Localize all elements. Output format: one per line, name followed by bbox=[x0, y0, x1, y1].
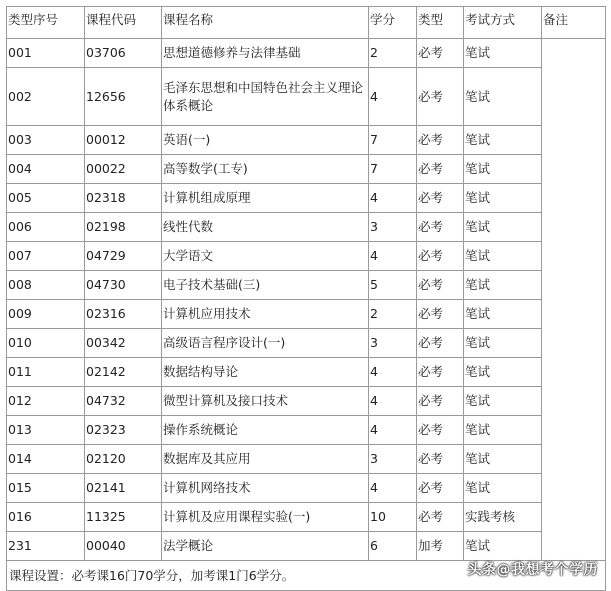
type-no-cell: 012 bbox=[7, 387, 85, 416]
header-cell-exam-method: 考试方式 bbox=[464, 7, 542, 39]
table-row bbox=[7, 126, 606, 155]
table-row bbox=[7, 474, 606, 503]
exam-method-cell: 笔试 bbox=[464, 242, 542, 271]
course-code-cell: 04732 bbox=[85, 387, 162, 416]
remarks-cell bbox=[542, 39, 606, 561]
course-code-cell: 11325 bbox=[85, 503, 162, 532]
type-cell: 必考 bbox=[417, 242, 464, 271]
type-cell: 必考 bbox=[417, 213, 464, 242]
type-cell: 必考 bbox=[417, 184, 464, 213]
exam-method-cell: 笔试 bbox=[464, 358, 542, 387]
table-row bbox=[7, 68, 606, 126]
credits-cell: 3 bbox=[369, 445, 417, 474]
type-no-cell: 002 bbox=[7, 68, 85, 126]
exam-method-cell: 笔试 bbox=[464, 213, 542, 242]
credits-cell: 4 bbox=[369, 416, 417, 445]
course-name-cell: 计算机应用技术 bbox=[162, 300, 369, 329]
table-row bbox=[7, 242, 606, 271]
course-code-cell: 04729 bbox=[85, 242, 162, 271]
type-cell: 必考 bbox=[417, 503, 464, 532]
type-no-cell: 010 bbox=[7, 329, 85, 358]
table-row bbox=[7, 329, 606, 358]
exam-method-cell: 笔试 bbox=[464, 329, 542, 358]
course-name-cell: 微型计算机及接口技术 bbox=[162, 387, 369, 416]
type-cell: 必考 bbox=[417, 271, 464, 300]
header-cell-course-code: 课程代码 bbox=[85, 7, 162, 39]
type-cell: 加考 bbox=[417, 532, 464, 561]
course-name-cell: 英语(一) bbox=[162, 126, 369, 155]
course-code-cell: 12656 bbox=[85, 68, 162, 126]
exam-method-cell: 笔试 bbox=[464, 445, 542, 474]
exam-method-cell: 笔试 bbox=[464, 532, 542, 561]
table-row bbox=[7, 532, 606, 561]
header-cell-type: 类型 bbox=[417, 7, 464, 39]
table-row bbox=[7, 271, 606, 300]
course-code-cell: 03706 bbox=[85, 39, 162, 68]
course-name-cell: 计算机及应用课程实验(一) bbox=[162, 503, 369, 532]
course-code-cell: 02141 bbox=[85, 474, 162, 503]
credits-cell: 2 bbox=[369, 300, 417, 329]
exam-method-cell: 笔试 bbox=[464, 474, 542, 503]
type-cell: 必考 bbox=[417, 155, 464, 184]
type-no-cell: 004 bbox=[7, 155, 85, 184]
credits-cell: 6 bbox=[369, 532, 417, 561]
type-cell: 必考 bbox=[417, 445, 464, 474]
course-code-cell: 02142 bbox=[85, 358, 162, 387]
course-name-cell: 高级语言程序设计(一) bbox=[162, 329, 369, 358]
exam-method-cell: 笔试 bbox=[464, 155, 542, 184]
type-no-cell: 008 bbox=[7, 271, 85, 300]
type-no-cell: 015 bbox=[7, 474, 85, 503]
type-cell: 必考 bbox=[417, 358, 464, 387]
course-name-cell: 数据结构导论 bbox=[162, 358, 369, 387]
credits-cell: 4 bbox=[369, 387, 417, 416]
type-no-cell: 011 bbox=[7, 358, 85, 387]
course-name-cell: 数据库及其应用 bbox=[162, 445, 369, 474]
credits-cell: 4 bbox=[369, 68, 417, 126]
course-code-cell: 02316 bbox=[85, 300, 162, 329]
course-name-cell: 电子技术基础(三) bbox=[162, 271, 369, 300]
credits-cell: 7 bbox=[369, 126, 417, 155]
course-code-cell: 02120 bbox=[85, 445, 162, 474]
exam-method-cell: 笔试 bbox=[464, 39, 542, 68]
credits-cell: 4 bbox=[369, 242, 417, 271]
type-no-cell: 007 bbox=[7, 242, 85, 271]
course-name-cell: 毛泽东思想和中国特色社会主义理论体系概论 bbox=[162, 68, 369, 126]
exam-method-cell: 笔试 bbox=[464, 387, 542, 416]
header-cell-credits: 学分 bbox=[369, 7, 417, 39]
table-row bbox=[7, 184, 606, 213]
course-name-cell: 高等数学(工专) bbox=[162, 155, 369, 184]
type-no-cell: 231 bbox=[7, 532, 85, 561]
course-table bbox=[6, 6, 606, 591]
course-code-cell: 00022 bbox=[85, 155, 162, 184]
exam-method-cell: 笔试 bbox=[464, 300, 542, 329]
type-no-cell: 006 bbox=[7, 213, 85, 242]
course-code-cell: 00342 bbox=[85, 329, 162, 358]
type-cell: 必考 bbox=[417, 329, 464, 358]
credits-cell: 3 bbox=[369, 329, 417, 358]
header-cell-remarks: 备注 bbox=[542, 7, 606, 39]
credits-cell: 4 bbox=[369, 358, 417, 387]
watermark-text: 头条@我想考个学历 bbox=[467, 562, 598, 578]
course-summary-text: 课程设置：必考课16门70学分，加考课1门6学分。 bbox=[9, 567, 295, 583]
type-no-cell: 013 bbox=[7, 416, 85, 445]
type-no-cell: 005 bbox=[7, 184, 85, 213]
exam-method-cell: 笔试 bbox=[464, 184, 542, 213]
table-row bbox=[7, 213, 606, 242]
table-row bbox=[7, 445, 606, 474]
credits-cell: 4 bbox=[369, 474, 417, 503]
type-cell: 必考 bbox=[417, 474, 464, 503]
course-name-cell: 操作系统概论 bbox=[162, 416, 369, 445]
type-cell: 必考 bbox=[417, 126, 464, 155]
header-cell-course-name: 课程名称 bbox=[162, 7, 369, 39]
course-name-cell: 大学语文 bbox=[162, 242, 369, 271]
type-cell: 必考 bbox=[417, 39, 464, 68]
course-name-cell: 计算机组成原理 bbox=[162, 184, 369, 213]
course-code-cell: 02198 bbox=[85, 213, 162, 242]
course-name-cell: 线性代数 bbox=[162, 213, 369, 242]
exam-method-cell: 笔试 bbox=[464, 126, 542, 155]
course-code-cell: 02318 bbox=[85, 184, 162, 213]
type-cell: 必考 bbox=[417, 300, 464, 329]
table-row bbox=[7, 416, 606, 445]
table-row bbox=[7, 300, 606, 329]
table-row bbox=[7, 39, 606, 68]
type-no-cell: 016 bbox=[7, 503, 85, 532]
credits-cell: 4 bbox=[369, 184, 417, 213]
exam-method-cell: 实践考核 bbox=[464, 503, 542, 532]
course-name-cell: 计算机网络技术 bbox=[162, 474, 369, 503]
course-name-cell: 法学概论 bbox=[162, 532, 369, 561]
exam-method-cell: 笔试 bbox=[464, 416, 542, 445]
table-row bbox=[7, 155, 606, 184]
header-cell-type-no: 类型序号 bbox=[7, 7, 85, 39]
course-code-cell: 04730 bbox=[85, 271, 162, 300]
course-code-cell: 00012 bbox=[85, 126, 162, 155]
type-no-cell: 014 bbox=[7, 445, 85, 474]
type-no-cell: 009 bbox=[7, 300, 85, 329]
type-cell: 必考 bbox=[417, 416, 464, 445]
credits-cell: 10 bbox=[369, 503, 417, 532]
table-row bbox=[7, 387, 606, 416]
credits-cell: 3 bbox=[369, 213, 417, 242]
type-cell: 必考 bbox=[417, 68, 464, 126]
course-code-cell: 02323 bbox=[85, 416, 162, 445]
course-name-cell: 思想道德修养与法律基础 bbox=[162, 39, 369, 68]
table-row bbox=[7, 358, 606, 387]
type-no-cell: 003 bbox=[7, 126, 85, 155]
exam-method-cell: 笔试 bbox=[464, 271, 542, 300]
credits-cell: 5 bbox=[369, 271, 417, 300]
type-no-cell: 001 bbox=[7, 39, 85, 68]
type-cell: 必考 bbox=[417, 387, 464, 416]
exam-method-cell: 笔试 bbox=[464, 68, 542, 126]
table-row bbox=[7, 503, 606, 532]
credits-cell: 7 bbox=[369, 155, 417, 184]
course-code-cell: 00040 bbox=[85, 532, 162, 561]
credits-cell: 2 bbox=[369, 39, 417, 68]
table-header-row bbox=[7, 7, 606, 39]
